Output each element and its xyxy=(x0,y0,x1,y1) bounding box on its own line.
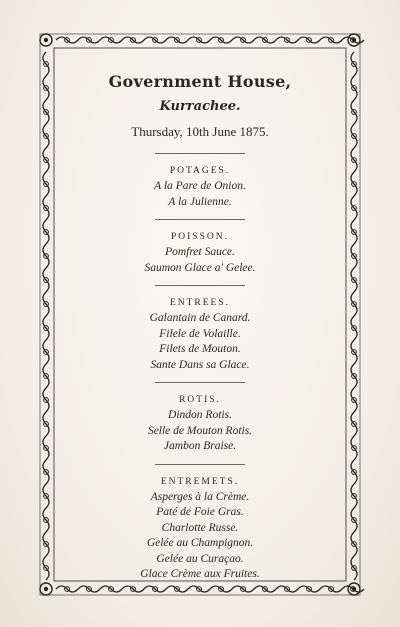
dish-item: Jambon Braise. xyxy=(163,440,237,452)
dish-item: A la Julienne. xyxy=(168,195,232,208)
section-heading: POTAGES. xyxy=(169,166,231,176)
dish-item: Pomfret Sauce. xyxy=(165,246,235,258)
border-corner-dot xyxy=(352,587,356,591)
section-heading: ENTREMETS. xyxy=(160,476,240,487)
section-divider xyxy=(155,464,245,465)
section-poisson xyxy=(70,219,330,276)
section-divider xyxy=(155,382,245,383)
menu-place: Kurrachee. xyxy=(159,99,241,114)
border-corner-dot xyxy=(44,587,48,591)
dish-item: Glace Crème aux Fruites. xyxy=(140,568,260,580)
dish-item: Dindon Rotis. xyxy=(168,409,232,421)
section-divider xyxy=(155,285,245,286)
section-entremets xyxy=(70,464,330,583)
section-divider xyxy=(155,219,245,220)
dish-item: Filele de Volaille. xyxy=(159,327,241,340)
dish-item: Paté de Foie Gras. xyxy=(156,506,244,518)
section-heading: POISSON. xyxy=(171,232,229,242)
dish-item: Gelée au Champignon. xyxy=(146,537,254,549)
dish-item: Charlotte Russe. xyxy=(161,521,239,534)
section-heading: ENTREES. xyxy=(169,298,231,308)
dish-item: Sante Dans sa Glace. xyxy=(150,358,250,371)
section-entrees xyxy=(70,285,330,373)
border-corner-dot xyxy=(352,38,356,42)
dish-item: Gelée au Curaçao. xyxy=(156,552,244,565)
menu-title: Government House, xyxy=(108,72,292,91)
menu-date: Thursday, 10th June 1875. xyxy=(131,124,269,139)
section-rotis xyxy=(70,382,330,455)
dish-item: Saumon Glace a' Gelee. xyxy=(144,261,256,274)
section-divider xyxy=(155,153,245,154)
dish-item: Asperges à la Crème. xyxy=(150,490,250,503)
dish-item: Filets de Mouton. xyxy=(159,343,241,355)
border-corner-dot xyxy=(44,38,48,42)
dish-item: Galantain de Canard. xyxy=(149,312,251,324)
dish-item: A la Pare de Onion. xyxy=(154,180,246,192)
menu-content xyxy=(70,66,330,592)
section-heading: ROTIS. xyxy=(179,395,221,405)
section-potages xyxy=(70,153,330,210)
dish-item: Selle de Mouton Rotis. xyxy=(147,424,253,437)
